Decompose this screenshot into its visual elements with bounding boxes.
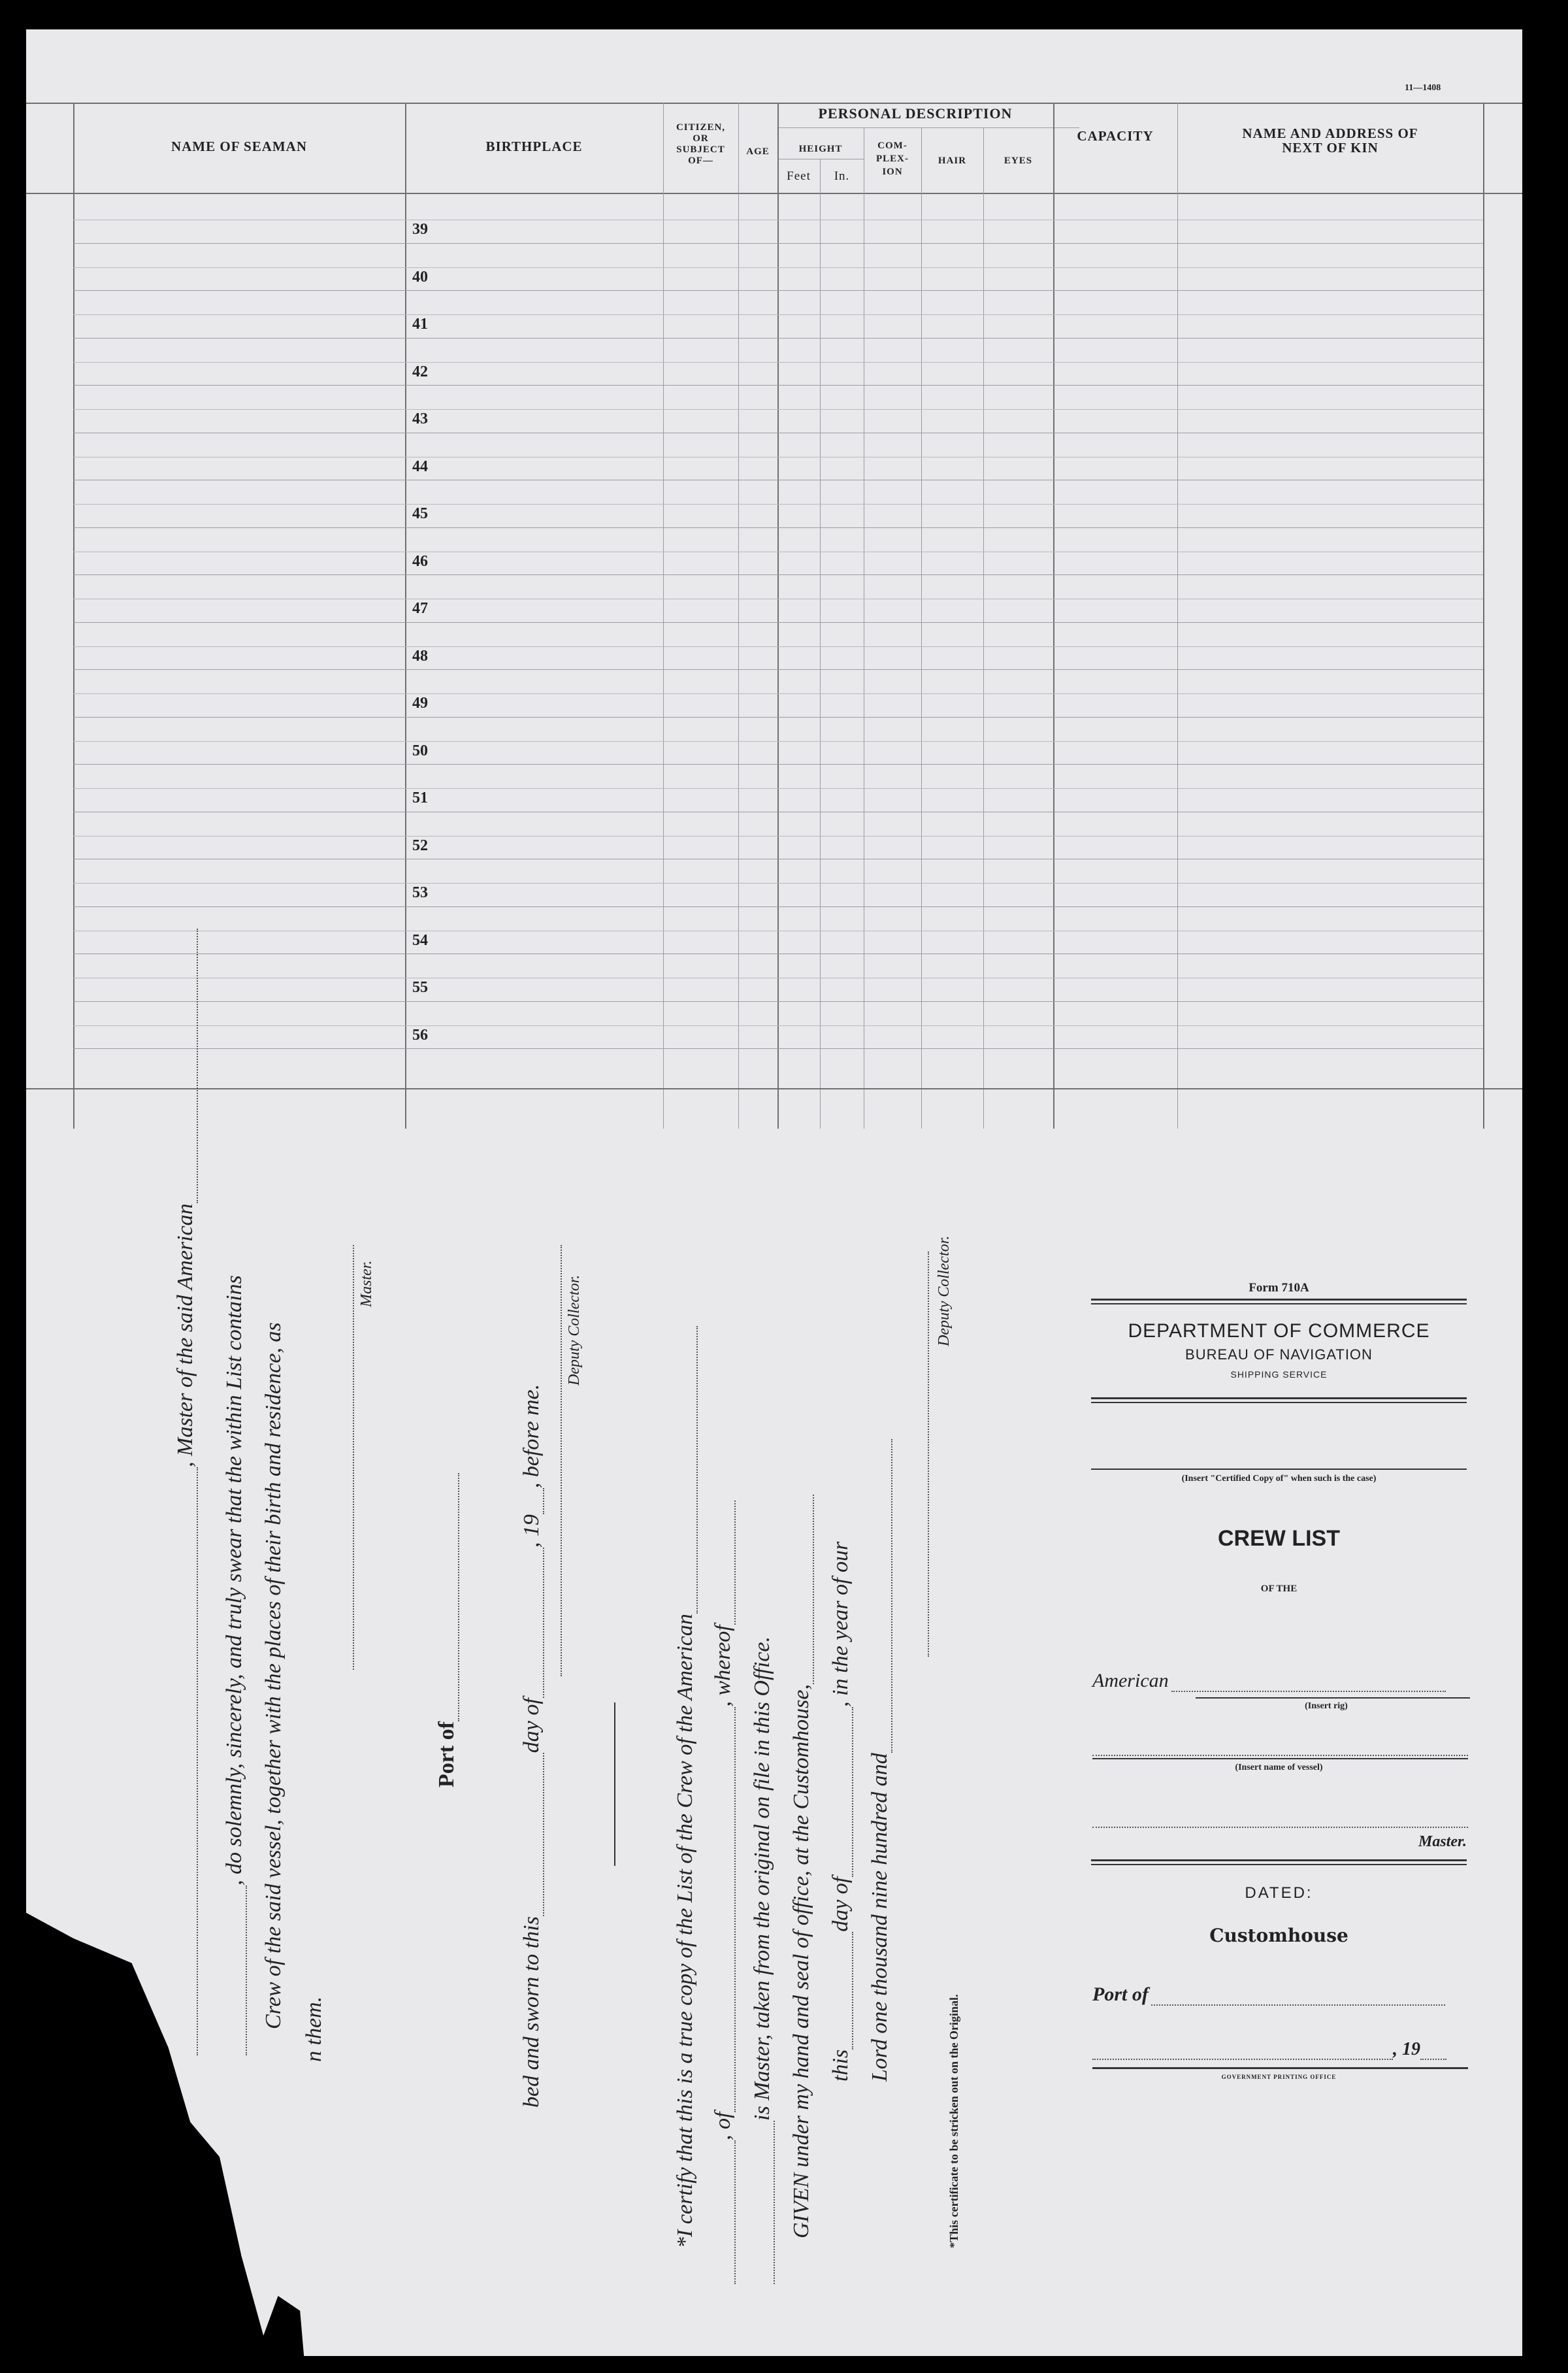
header-complexion: COM- PLEX- ION [876,141,909,177]
department-name: DEPARTMENT OF COMMERCE [1128,1320,1430,1342]
torn-corner [26,1899,732,2356]
deputy-collector-label-1: Deputy Collector. [566,1274,583,1386]
insert-certified-note: (Insert "Certified Copy of" when such is the case) [1181,1474,1377,1484]
of-the-label: OF THE [1260,1584,1298,1594]
certify-of-line: , of, whereof [711,1501,736,2284]
insert-name-note: (Insert name of vessel) [1235,1763,1323,1772]
crew-list-form [26,29,1522,2356]
row-number: 47 [412,600,428,618]
header-personal-description: PERSONAL DESCRIPTION [818,105,1013,122]
row-number: 44 [412,457,428,475]
row-number: 51 [412,789,428,807]
header-eyes: EYES [1004,156,1033,166]
oath-line-2: , do solemnly, sincerely, and truly swear that the within List contains [222,1275,247,2055]
master-name-field[interactable] [1092,1800,1468,1828]
vessel-name-field[interactable] [1092,1729,1468,1756]
row-number: 40 [412,268,428,286]
american-rig-field[interactable] [1092,1670,1468,1692]
bureau-name: BUREAU OF NAVIGATION [1185,1346,1373,1363]
row-number: 39 [412,221,428,239]
header-name-of-seaman: NAME OF SEAMAN [171,139,308,154]
certify-line: *I certify that this is a true copy of the List of the Crew of the American [673,1326,698,2248]
insert-rig-note: (Insert rig) [1305,1701,1348,1711]
cover-port-field[interactable] [1092,1983,1468,2006]
row-number: 41 [412,316,428,333]
oath-master-label: Master. [358,1260,375,1307]
header-height: HEIGHT [798,144,843,154]
header-capacity: CAPACITY [1077,128,1154,144]
row-number: 52 [412,837,428,854]
header-hair: HAIR [938,156,967,166]
oath-line-1: , Master of the said American [173,929,198,2055]
row-number: 55 [412,979,428,997]
oath-subscribed-line: bed and sworn to thisday of, 19, before me. [519,1384,544,2108]
row-number: 53 [412,884,428,902]
printer-label: GOVERNMENT PRINTING OFFICE [1221,2074,1337,2080]
row-number: 45 [412,505,428,523]
form-code: 11—1408 [1405,83,1441,93]
header-birthplace: BIRTHPLACE [485,139,583,154]
oath-line-3: Crew of the said vessel, together with the places of their birth and residence, as [261,1322,286,2029]
cover-year-label: , 19 [1393,2039,1420,2059]
row-number: 46 [412,552,428,570]
row-number: 50 [412,742,428,759]
dated-label: DATED: [1245,1884,1313,1902]
row-number: 56 [412,1026,428,1044]
header-feet: Feet [787,169,811,183]
customhouse-label: Customhouse [1209,1925,1348,1946]
row-number: 49 [412,695,428,712]
header-next-of-kin: NAME AND ADDRESS OF NEXT OF KIN [1242,125,1418,156]
certificate-footnote: *This certificate to be stricken out on the Original. [947,1994,960,2248]
row-number: 42 [412,363,428,380]
header-citizen: CITIZEN, OR SUBJECT OF— [676,122,726,166]
row-number: 43 [412,410,428,428]
row-number: 54 [412,931,428,949]
this-day-line: thisday of, in the year of our [828,1541,853,2082]
lord-line: Lord one thousand nine hundred and [868,1439,892,2082]
service-name: SHIPPING SERVICE [1230,1369,1328,1380]
cover-date-field[interactable] [1092,2039,1468,2060]
oath-port-of: Port of [434,1473,459,1787]
given-line: GIVEN under my hand and seal of office, at the Customhouse, [789,1495,814,2238]
row-number: 48 [412,647,428,665]
oath-line-4: n them. [302,1996,326,2062]
cover-port-label: Port of [1092,1983,1149,2005]
deputy-collector-label-2: Deputy Collector. [936,1235,953,1346]
is-master-line: is Master, taken from the original on file in this Office. [750,1636,775,2284]
header-age: AGE [746,146,770,157]
header-inches: In. [834,169,850,183]
form-number: Form 710A [1249,1281,1309,1295]
american-label: American [1092,1670,1169,1691]
crew-list-title: CREW LIST [1218,1526,1340,1551]
cover-master-label: Master. [1418,1833,1467,1850]
